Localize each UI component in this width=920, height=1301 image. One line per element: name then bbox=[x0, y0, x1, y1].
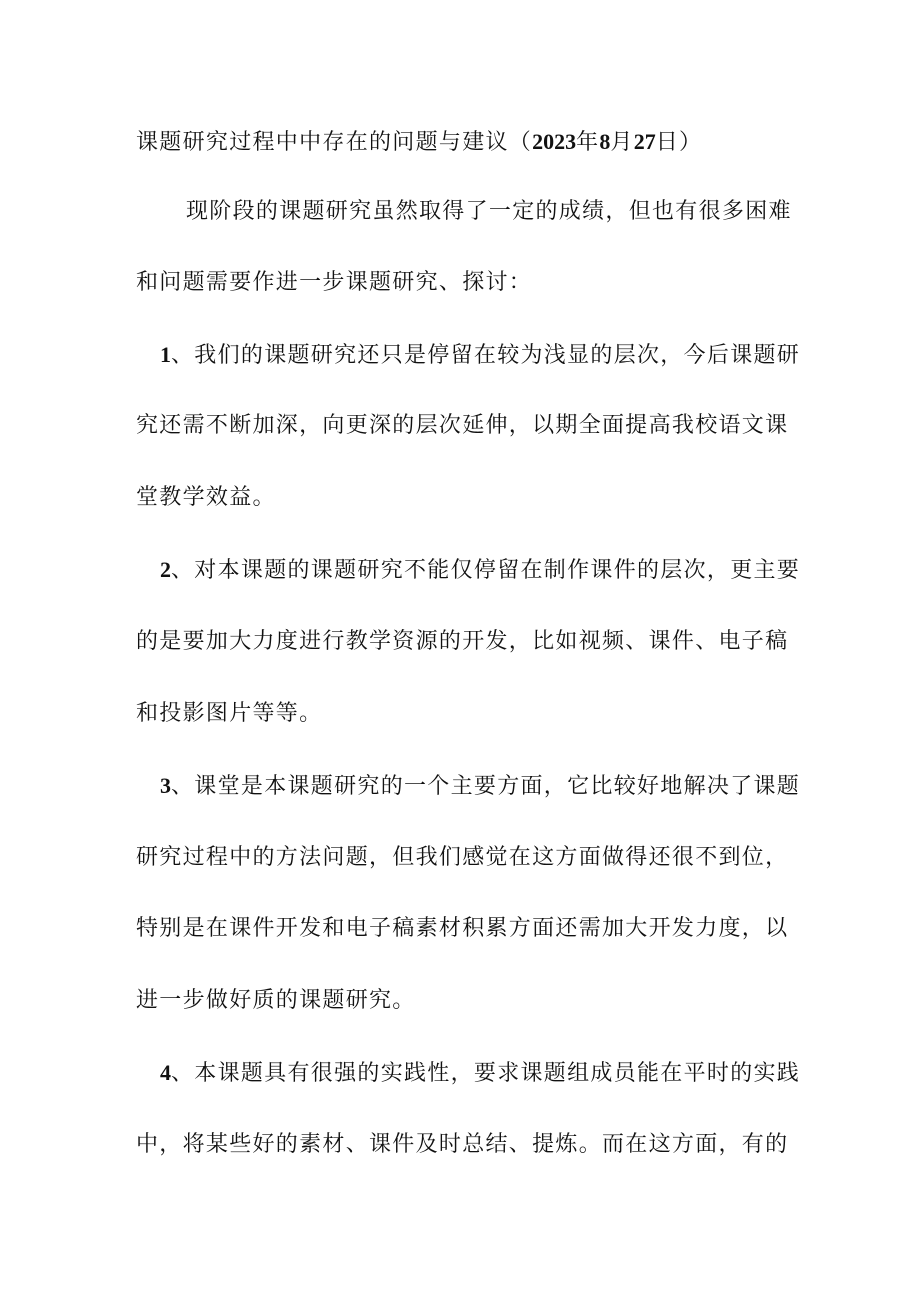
title-day: 27 bbox=[633, 129, 656, 154]
item-2-line-3: 和投影图片等等。 bbox=[136, 701, 323, 726]
item-1-text: 、我们的课题研究还只是停留在较为浅显的层次，今后课题研 bbox=[171, 343, 801, 368]
item-3-number: 3 bbox=[160, 773, 171, 798]
intro-line-1: 现阶段的课题研究虽然取得了一定的成绩，但也有很多困难 bbox=[186, 199, 792, 224]
item-4-text: 、本课题具有很强的实践性，要求课题组成员能在平时的实践 bbox=[171, 1061, 801, 1086]
item-2-line-2: 的是要加大力度进行教学资源的开发，比如视频、课件、电子稿 bbox=[136, 629, 789, 654]
document-title bbox=[136, 127, 796, 158]
item-2-number: 2 bbox=[160, 557, 171, 582]
item-4-line-2: 中，将某些好的素材、课件及时总结、提炼。而在这方面，有的 bbox=[136, 1132, 789, 1157]
item-1-number: 1 bbox=[160, 342, 171, 367]
title-year: 2023 bbox=[532, 129, 577, 154]
item-2-text: 、对本课题的课题研究不能仅停留在制作课件的层次，更主要 bbox=[171, 558, 801, 583]
title-month: 8 bbox=[599, 129, 611, 154]
item-2-line-1 bbox=[160, 555, 820, 586]
item-1-line-3: 堂教学效益。 bbox=[136, 485, 276, 510]
item-4-line-1 bbox=[160, 1058, 820, 1089]
item-3-line-1 bbox=[160, 771, 820, 802]
item-1-line-2: 究还需不断加深，向更深的层次延伸，以期全面提高我校语文课 bbox=[136, 413, 789, 438]
title-month-suffix: 月 bbox=[610, 130, 634, 155]
item-4-number: 4 bbox=[160, 1060, 171, 1085]
title-text: 课题研究过程中中存在的问题与建议（ bbox=[136, 130, 533, 155]
title-year-suffix: 年 bbox=[576, 130, 600, 155]
intro-line-2: 和问题需要作进一步课题研究、探讨： bbox=[136, 270, 533, 295]
title-day-suffix: 日） bbox=[655, 130, 703, 155]
item-3-line-3: 特别是在课件开发和电子稿素材积累方面还需加大开发力度，以 bbox=[136, 916, 789, 941]
item-3-text: 、课堂是本课题研究的一个主要方面，它比较好地解决了课题 bbox=[171, 774, 801, 799]
item-1-line-1 bbox=[160, 340, 820, 371]
item-3-line-2: 研究过程中的方法问题，但我们感觉在这方面做得还很不到位， bbox=[136, 845, 789, 870]
item-3-line-4: 进一步做好质的课题研究。 bbox=[136, 988, 416, 1013]
